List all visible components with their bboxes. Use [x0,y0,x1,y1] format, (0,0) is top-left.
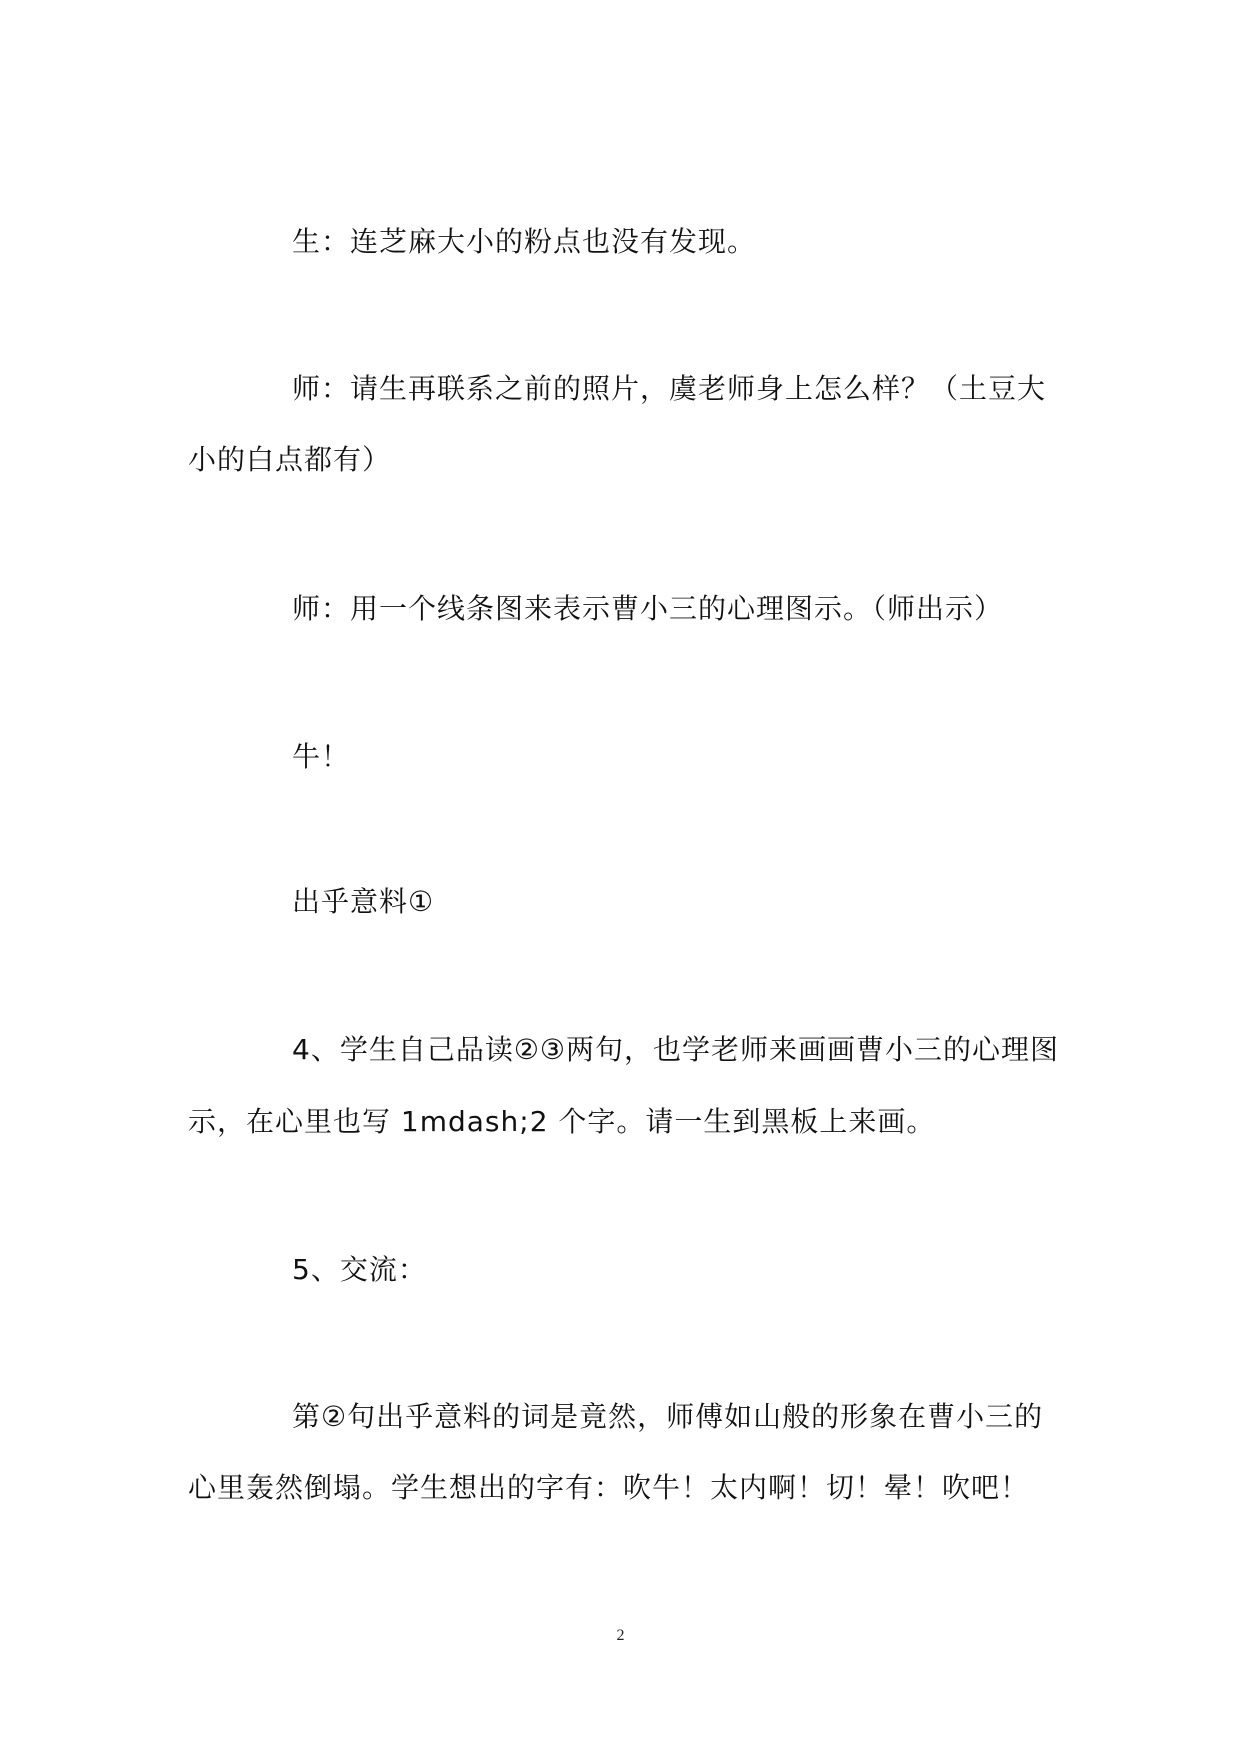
paragraph-line: 小的白点都有） [188,443,392,476]
paragraph-line: 5、交流： [292,1253,427,1286]
paragraph-line: 生：连芝麻大小的粉点也没有发现。 [292,225,757,258]
paragraph-line: 出乎意料① [292,885,435,918]
paragraph-line: 师：用一个线条图来表示曹小三的心理图示。（师出示） [292,592,1004,625]
paragraph-line: 第②句出乎意料的词是竟然，师傅如山般的形象在曹小三的 [292,1400,1044,1433]
paragraph-line: 4、学生自己品读②③两句，也学老师来画画曹小三的心理图 [292,1033,1060,1066]
paragraph-line: 牛！ [292,740,351,773]
paragraph-line: 心里轰然倒塌。学生想出的字有：吹牛！太内啊！切！晕！吹吧！ [188,1471,1030,1504]
paragraph-line: 师：请生再联系之前的照片，虞老师身上怎么样？（土豆大 [292,372,1047,405]
page-number: 2 [616,1627,625,1644]
paragraph-line: 示，在心里也写 1mdash;2 个字。请一生到黑板上来画。 [188,1105,936,1138]
